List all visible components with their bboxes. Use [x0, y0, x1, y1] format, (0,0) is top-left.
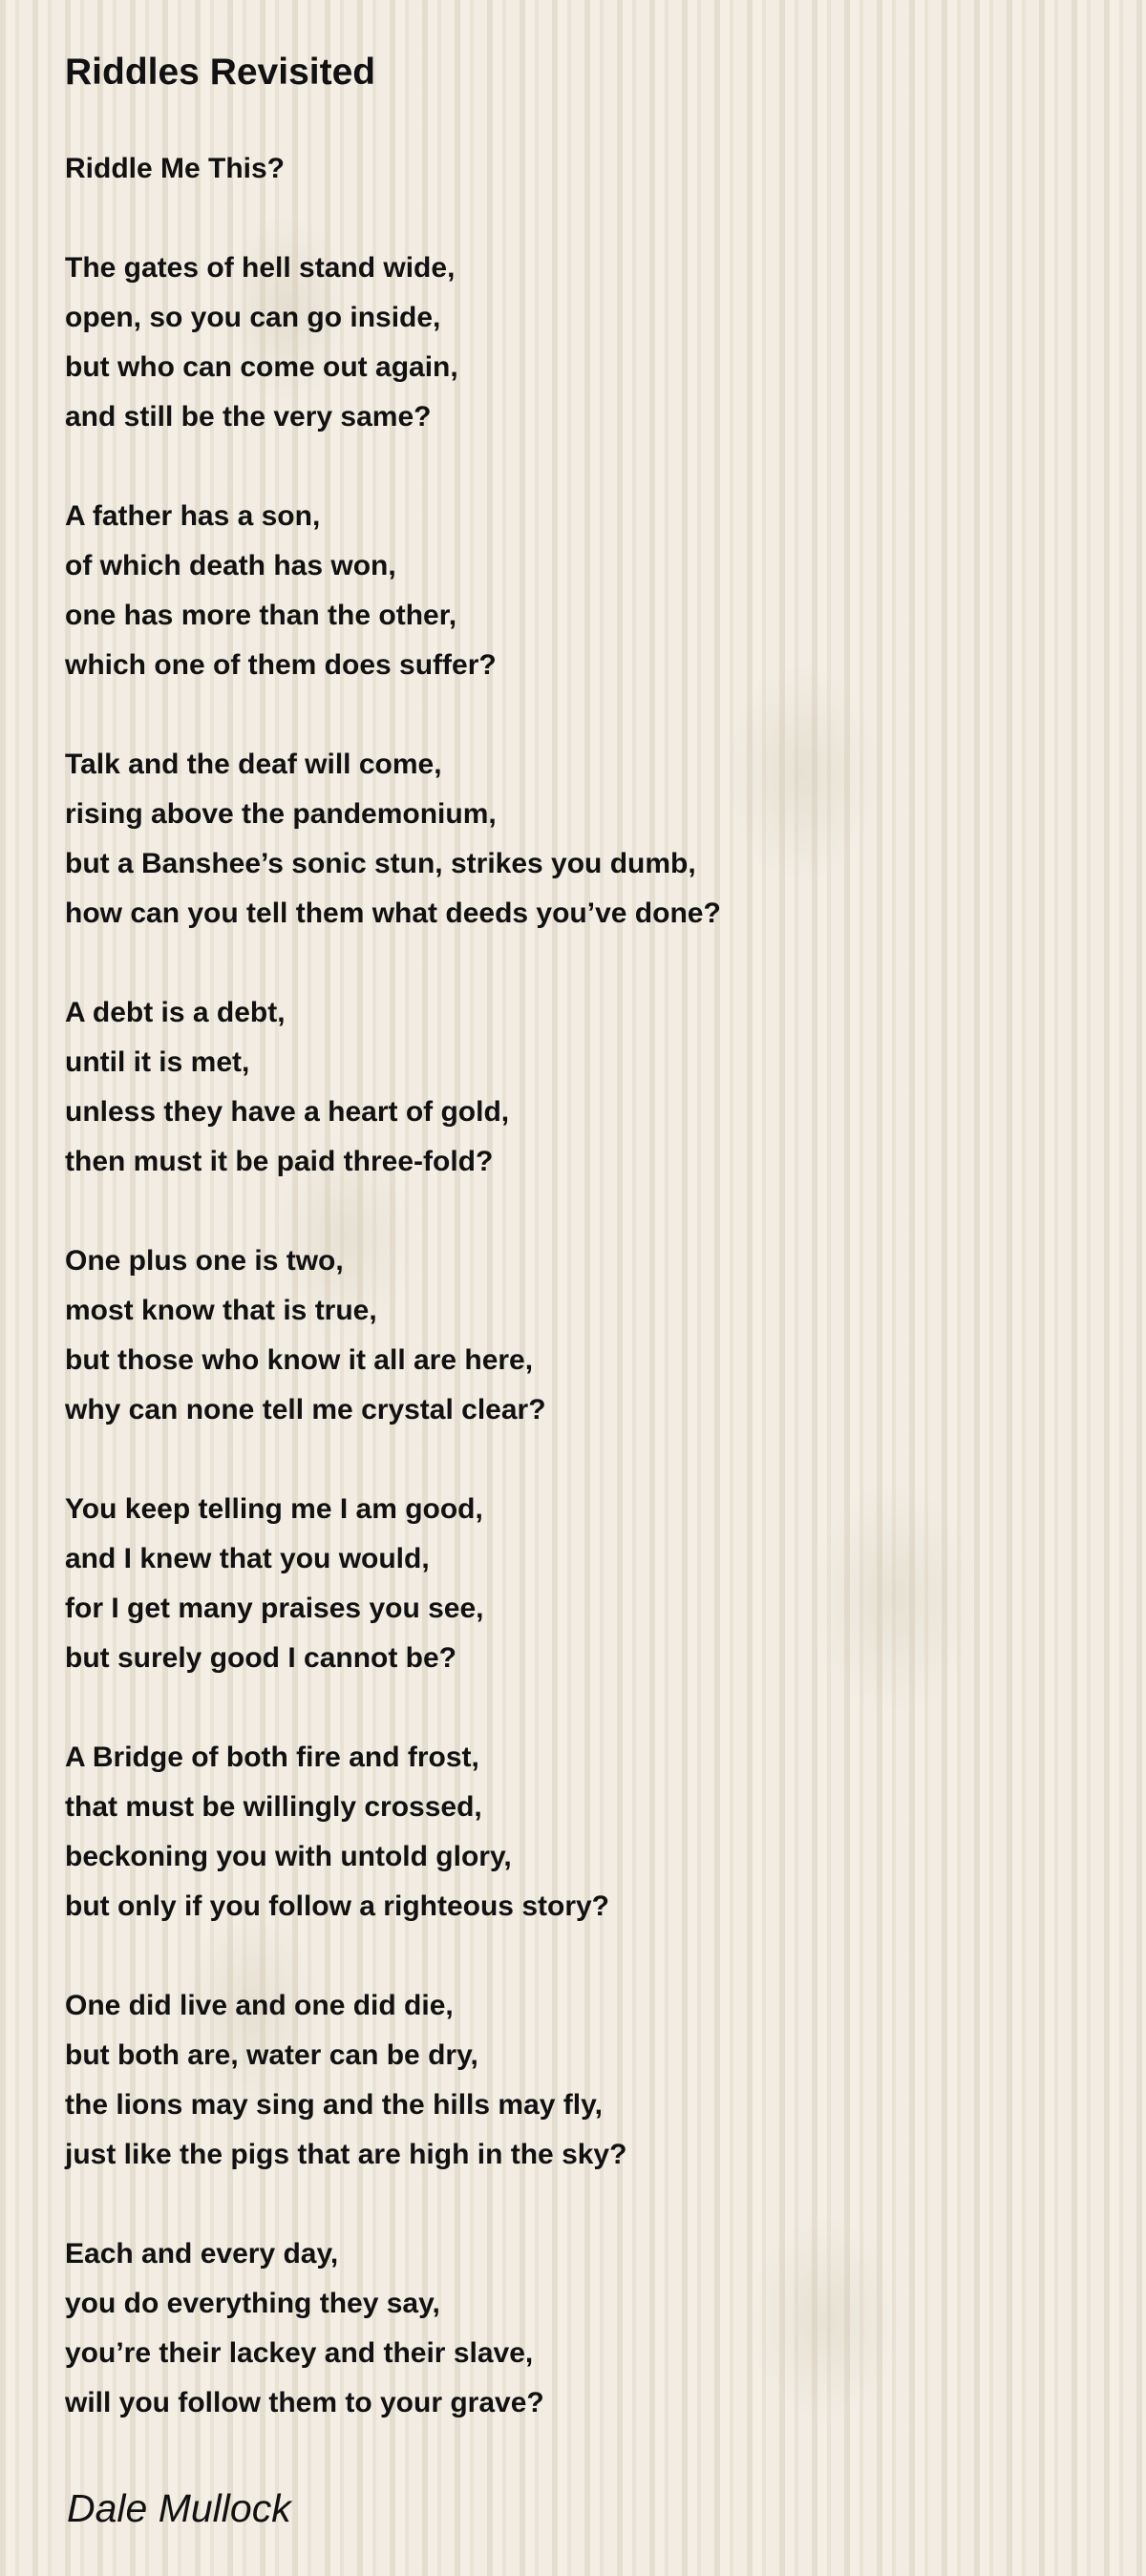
- poem-line: one has more than the other,: [65, 600, 457, 631]
- poem-line: A debt is a debt,: [65, 997, 286, 1028]
- poem-line: but both are, water can be dry,: [65, 2039, 478, 2071]
- poem-line: just like the pigs that are high in the sky?: [65, 2139, 627, 2170]
- stanza-9: [65, 2229, 1096, 2428]
- poem-line: Talk and the deaf will come,: [65, 749, 442, 780]
- poem-line: that must be willingly crossed,: [65, 1791, 482, 1823]
- poem-line: but only if you follow a righteous story?: [65, 1890, 609, 1922]
- poem-title: Riddles Revisited: [65, 52, 376, 93]
- poem-line: A Bridge of both fire and frost,: [65, 1742, 479, 1773]
- stanza-7: [65, 1733, 1096, 1932]
- poem-line: open, so you can go inside,: [65, 302, 441, 333]
- stanza-8: [65, 1981, 1096, 2180]
- poem-line: which one of them does suffer?: [65, 649, 497, 681]
- stanza-5: [65, 1236, 1096, 1435]
- poem-body: [65, 144, 1096, 2428]
- poem-line: and still be the very same?: [65, 401, 432, 433]
- poem-subtitle: Riddle Me This?: [65, 153, 286, 184]
- poem-line: You keep telling me I am good,: [65, 1493, 483, 1525]
- poem-line: the lions may sing and the hills may fly,: [65, 2089, 603, 2121]
- poem-line: but a Banshee’s sonic stun, strikes you dumb,: [65, 848, 696, 879]
- stanza-3: [65, 740, 1096, 939]
- poem-line: unless they have a heart of gold,: [65, 1096, 510, 1128]
- poem-line: The gates of hell stand wide,: [65, 252, 456, 284]
- poem-line: you’re their lackey and their slave,: [65, 2337, 534, 2369]
- poem-line: of which death has won,: [65, 550, 396, 581]
- stanza-1: [65, 243, 1096, 442]
- poem-line: but surely good I cannot be?: [65, 1642, 457, 1674]
- poem-line: will you follow them to your grave?: [65, 2387, 544, 2418]
- poem-line: A father has a son,: [65, 500, 321, 532]
- poem-line: how can you tell them what deeds you’ve done?: [65, 897, 721, 929]
- poem-line: Each and every day,: [65, 2238, 339, 2270]
- poem-line: for I get many praises you see,: [65, 1593, 484, 1624]
- poem-line: One did live and one did die,: [65, 1990, 454, 2021]
- poem-author: Dale Mullock: [67, 2486, 291, 2530]
- poem-line: then must it be paid three-fold?: [65, 1146, 494, 1177]
- poem-line: One plus one is two,: [65, 1245, 344, 1277]
- poem-line: until it is met,: [65, 1046, 250, 1078]
- poem-line: but those who know it all are here,: [65, 1344, 534, 1376]
- poem-line: most know that is true,: [65, 1295, 377, 1326]
- poem-page: [65, 48, 1096, 2533]
- poem-line: rising above the pandemonium,: [65, 798, 497, 830]
- poem-line: and I knew that you would,: [65, 1543, 430, 1574]
- stanza-2: [65, 492, 1096, 690]
- poem-line: why can none tell me crystal clear?: [65, 1394, 546, 1425]
- poem-line: beckoning you with untold glory,: [65, 1841, 512, 1872]
- poem-line: but who can come out again,: [65, 351, 458, 383]
- stanza-6: [65, 1485, 1096, 1683]
- poem-line: you do everything they say,: [65, 2288, 440, 2319]
- stanza-4: [65, 988, 1096, 1187]
